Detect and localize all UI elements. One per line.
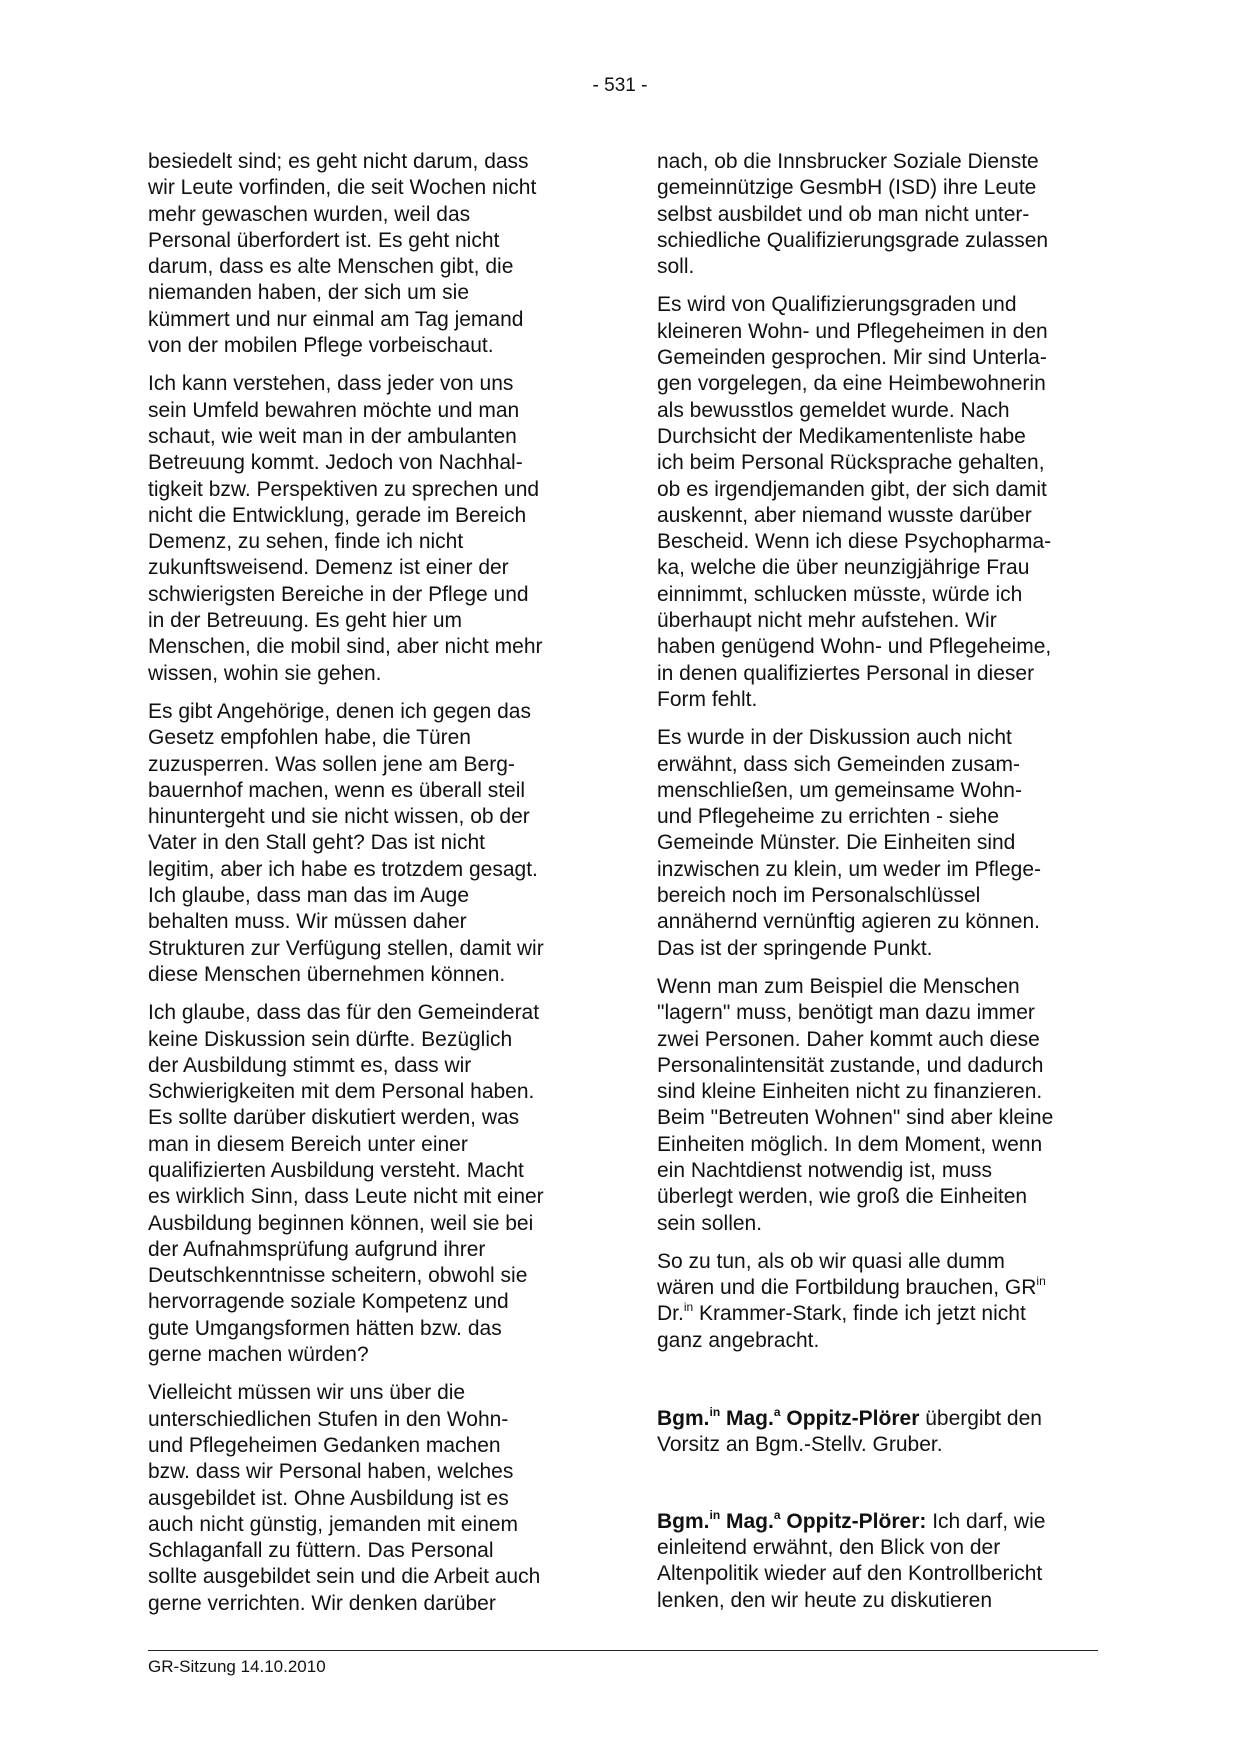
footer-divider: [148, 1650, 1098, 1651]
paragraph: nach, ob die Innsbrucker Soziale Dienste gemeinnützige GesmbH (ISD) ihre Leute selbst ausbildet und ob man nicht unter- schiedliche Qualifizierungsgrade zulassen soll.: [657, 150, 1049, 279]
superscript: in: [709, 1405, 721, 1420]
chair-handover-paragraph: [657, 1406, 1097, 1459]
text-line: Vorsitz an Bgm.-Stellv. Gruber.: [657, 1433, 943, 1457]
superscript: a: [773, 1507, 781, 1522]
superscript: in: [683, 1300, 694, 1315]
speaker-statement-paragraph: [657, 1509, 1097, 1614]
text-line: Dr.: [657, 1302, 684, 1326]
superscript: in: [709, 1507, 721, 1522]
paragraph: Es gibt Angehörige, denen ich gegen das Gesetz empfohlen habe, die Türen zuzusperren. Was sollen jene am Berg- bauernhof machen, wenn es überall steil hinuntergeht und sie nicht wissen, ob der Vater in den Stall geht? Das ist nicht legitim, aber ich habe es trotzdem gesagt. Ich glaube, dass man das im Auge behalten muss. Wir müssen daher Strukturen zur Verfügung stellen, damit wir diese Menschen übernehmen können.: [148, 699, 544, 986]
paragraph: Vielleicht müssen wir uns über die unterschiedlichen Stufen in den Wohn- und Pflegeheimen Gedanken machen bzw. dass wir Personal haben, welches ausgebildet ist. Ohne Ausbildung ist es auch nicht günstig, jemanden mit einem Schlaganfall zu füttern. Das Personal sollte ausgebildet sein und die Arbeit auch gerne verrichten. Wir denken darüber: [148, 1381, 541, 1615]
page-number: - 531 -: [592, 75, 648, 96]
text-line: einleitend erwähnt, den Blick von der Altenpolitik wieder auf den Kontrollbericht lenken, den wir heute zu diskutieren: [657, 1535, 1043, 1612]
fortbildung-paragraph: [657, 1249, 1097, 1354]
speaker-title: Bgm.: [657, 1407, 710, 1431]
text-line: ganz angebracht.: [657, 1328, 820, 1352]
speaker-title: Bgm.: [657, 1509, 710, 1533]
text-line: übergibt den: [919, 1407, 1042, 1431]
paragraph: Es wird von Qualifizierungsgraden und kleineren Wohn- und Pflegeheimen in den Gemeinden gesprochen. Mir sind Unterla- gen vorgelegen, da eine Heimbewohnerin als bewusstlos gemeldet wurde. Nach Durchsicht der Medikamentenliste habe ich beim Personal Rücksprache gehalten, ob es irgendjemanden gibt, der sich damit auskennt, aber niemand wusste darüber Bescheid. Wenn ich diese Psychopharma- ka, welche die über neunzigjährige Frau einnimmt, schlucken müsste, würde ich überhaupt nicht mehr aufstehen. Wir haben genügend Wohn- und Pflegeheime, in denen qualifiziertes Personal in dieser Form fehlt.: [657, 293, 1052, 711]
left-column: [148, 149, 588, 1629]
text-line: Ich darf, wie: [926, 1509, 1046, 1533]
speaker-name: [657, 1507, 927, 1533]
speaker-title: Mag.: [720, 1509, 774, 1533]
paragraph: Es wurde in der Diskussion auch nicht erwähnt, dass sich Gemeinden zusam- menschließen, um gemeinsame Wohn- und Pflegeheime zu errichten - siehe Gemeinde Münster. Die Einheiten sind inzwischen zu klein, um weder im Pflege- bereich noch im Personalschlüssel annähernd vernünftig agieren zu können. Das ist der springende Punkt.: [657, 726, 1041, 960]
text-line: So zu tun, als ob wir quasi alle dumm: [657, 1249, 1005, 1273]
text-line: wären und die Fortbildung brauchen, GR: [657, 1276, 1037, 1300]
paragraph: besiedelt sind; es geht nicht darum, dass wir Leute vorfinden, die seit Wochen nicht mehr gewaschen wurden, weil das Personal überfordert ist. Es geht nicht darum, dass es alte Menschen gibt, die niemanden haben, der sich um sie kümmert und nur einmal am Tag jemand von der mobilen Pflege vorbeischaut.: [148, 150, 537, 358]
paragraph: Wenn man zum Beispiel die Menschen "lagern" muss, benötigt man dazu immer zwei Personen. Daher kommt auch diese Personalintensität zustande, und dadurch sind kleine Einheiten nicht zu finanzieren. Beim "Betreuten Wohnen" sind aber kleine Einheiten möglich. In dem Moment, wenn ein Nachtdienst notwendig ist, muss überlegt werden, wie groß die Einheiten sein sollen.: [657, 974, 1054, 1235]
speaker-surname: Oppitz-Plörer:: [780, 1509, 927, 1533]
footer-session-date: GR-Sitzung 14.10.2010: [148, 1657, 326, 1676]
right-column: [657, 149, 1097, 1626]
superscript: a: [773, 1405, 781, 1420]
paragraph: Ich glaube, dass das für den Gemeinderat keine Diskussion sein dürfte. Bezüglich der Ausbildung stimmt es, dass wir Schwierigkeiten mit dem Personal haben. Es sollte darüber diskutiert werden, was man in diesem Bereich unter einer qualifizierten Ausbildung versteht. Macht es wirklich Sinn, dass Leute nicht mit einer Ausbildung beginnen können, weil sie bei der Aufnahmsprüfung aufgrund ihrer Deutschkenntnisse scheitern, obwohl sie hervorragende soziale Kompetenz und gute Umgangsformen hätten bzw. das gerne machen würden?: [148, 1001, 544, 1367]
text-line: Krammer-Stark, finde ich jetzt nicht: [693, 1302, 1026, 1326]
speaker-title: Mag.: [720, 1407, 774, 1431]
superscript: in: [1036, 1274, 1046, 1289]
speaker-name: [657, 1407, 919, 1430]
paragraph: Ich kann verstehen, dass jeder von uns sein Umfeld bewahren möchte und man schaut, wie weit man in der ambulanten Betreuung kommt. Jedoch von Nachhal- tigkeit bzw. Perspektiven zu sprechen und nicht die Entwicklung, gerade im Bereich Demenz, zu sehen, finde ich nicht zukunftsweisend. Demenz ist einer der schwierigsten Bereiche in der Pflege und in der Betreuung. Es geht hier um Menschen, die mobil sind, aber nicht mehr wissen, wohin sie gehen.: [148, 372, 543, 685]
speaker-surname: Oppitz-Plörer: [780, 1407, 920, 1431]
